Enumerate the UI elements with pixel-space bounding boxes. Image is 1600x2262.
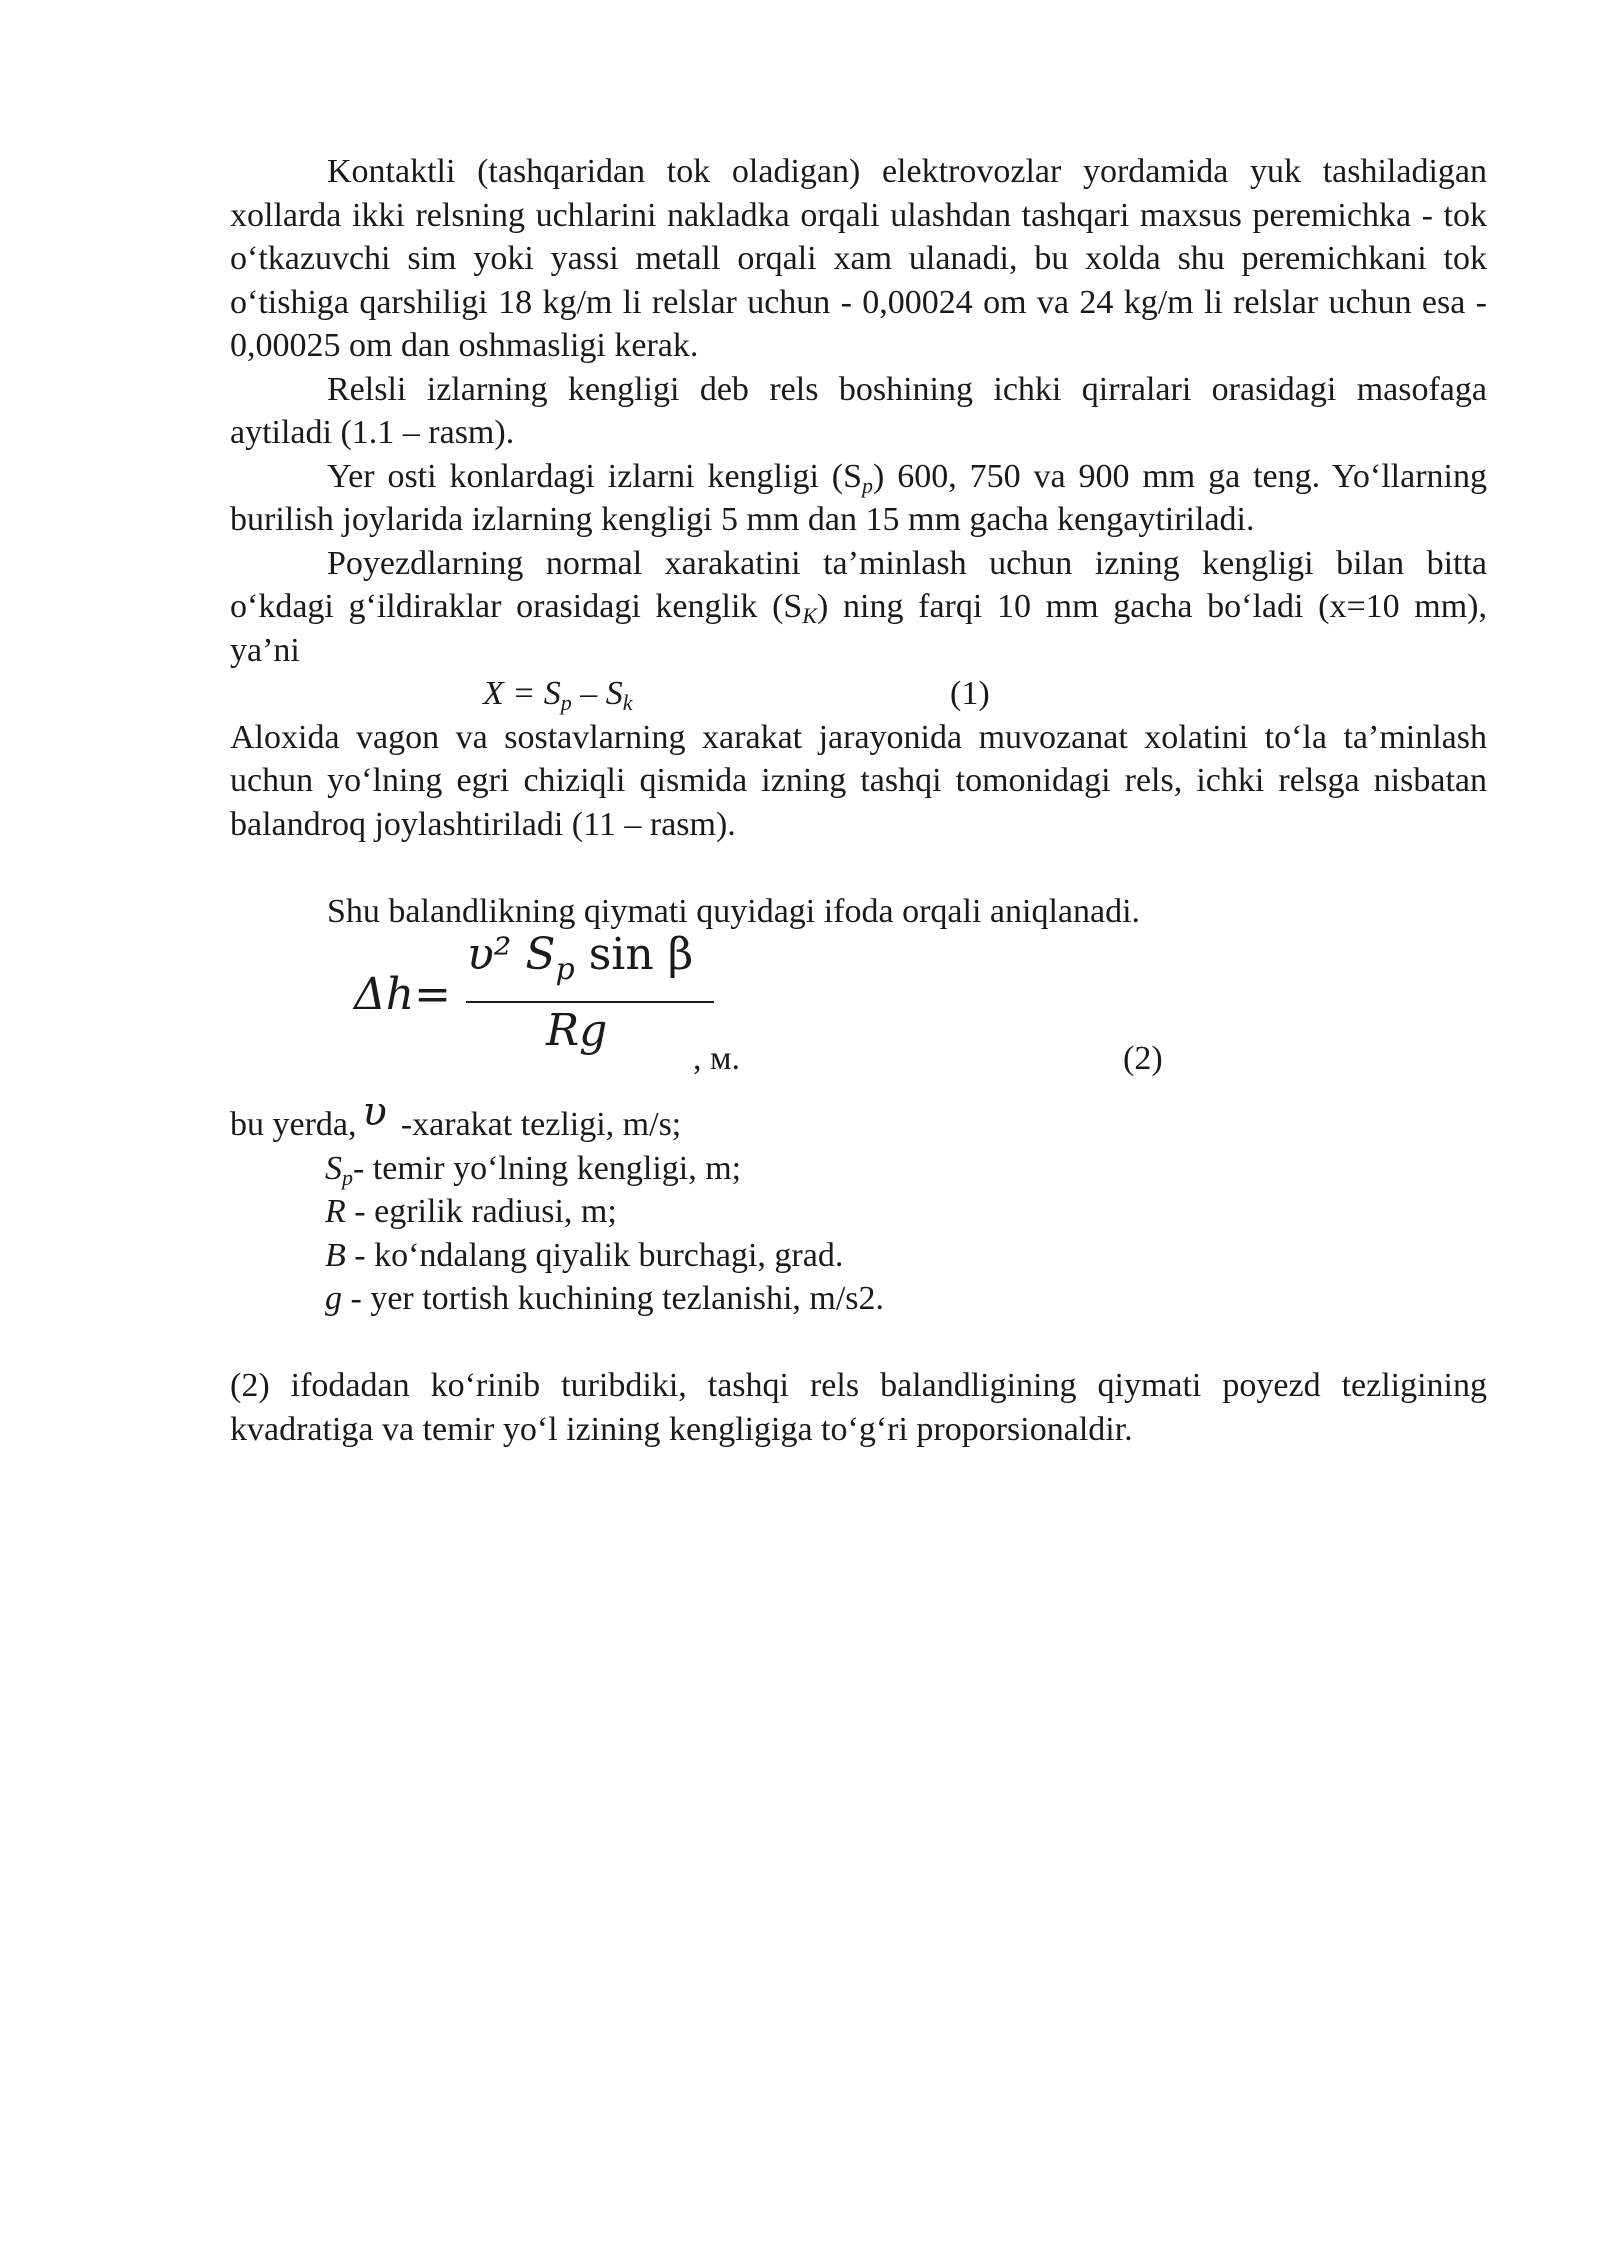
equation-2-numerator: [467, 929, 694, 987]
subscript: p: [862, 472, 874, 498]
text-fragment: - yer tortish kuchining tezlanishi, m/s2.: [342, 1280, 885, 1317]
upsilon-symbol: υ: [362, 1089, 387, 1135]
paragraph-peremichka: Kontaktli (tashqaridan tok oladigan) elektrovozlar yordamida yuk tashiladigan xollarda ikki relsning uchlarini nakladka orqali ulashdan tashqari maxsus peremichka - tok o‘tkazuvchi sim yoki yassi metall orqali xam ulanadi, bu xolda shu peremichkani tok o‘tishiga qarshiligi 18 kg/m li relslar uchun - 0,00024 om va 24 kg/m li relslar uchun esa - 0,00025 om dan oshmasligi kerak.: [230, 153, 1487, 364]
symbol: g: [325, 1280, 342, 1317]
paragraph-wheel-gap: [230, 542, 1487, 673]
paragraph-outer-rail: Aloxida vagon va sostavlarning xarakat jarayonida muvozanat xolatini to‘la ta’minlash uchun yo‘lning egri chiziqli qismida izning tashqi tomonidagi rels, ichki relsga nisbatan balandroq joylashtiriladi (11 – rasm).: [230, 718, 1487, 843]
paragraph-track-width-values: [230, 455, 1487, 542]
definition-sp: [230, 1147, 1487, 1191]
text-fragment: - temir yo‘lning kengligi, m;: [353, 1149, 742, 1187]
definition-b: [230, 1234, 1487, 1278]
text-fragment: ) ning farqi 10 mm gacha bo‘ladi (x=10 mm), ya’ni: [230, 588, 1488, 669]
blank-line: [230, 846, 1487, 890]
symbol: R: [325, 1193, 346, 1230]
document-body: [230, 150, 1487, 1451]
paragraph-track-width-definition: Relsli izlarning kengligi deb rels boshining ichki qirralari orasidagi masofaga aytiladi (1.1 – rasm).: [230, 370, 1487, 451]
equation-2-lhs: Δh=: [354, 969, 451, 1020]
equation-1: [230, 672, 1487, 716]
text-fragment: Yer osti konlardagi izlarni kengligi (S: [327, 457, 863, 495]
fraction-bar: [466, 1001, 714, 1003]
definition-g: [230, 1277, 1487, 1321]
text-fragment: ) 600, 750 va 900 mm ga teng. Yo‘llarning burilish joylarida izlarning kengligi 5 mm dan 15 mm gacha kengaytiriladi.: [230, 457, 1487, 538]
text-fragment: - egrilik radiusi, m;: [345, 1193, 617, 1230]
equation-2-unit: , м.: [693, 1040, 741, 1077]
equation-2-denominator: Rg: [546, 1005, 608, 1056]
equation-2: [230, 929, 1487, 1101]
equation-2-number: (2): [1123, 1040, 1163, 1077]
text-fragment: -xarakat tezligi, m/s;: [400, 1106, 682, 1143]
subscript: K: [802, 603, 818, 628]
eq-sub: p: [555, 952, 575, 987]
equation-1-number: (1): [950, 675, 990, 712]
subscript: p: [342, 1164, 353, 1190]
text-fragment: - ko‘ndalang qiyalik burchagi, grad.: [345, 1236, 844, 1274]
paragraph-conclusion: (2) ifodadan ko‘rinib turibdiki, tashqi rels balandligining qiymati poyezd tezligining kvadratiga va temir yo‘l izining kengligiga to‘g‘ri proporsionaldir.: [230, 1367, 1487, 1448]
symbol: B: [325, 1236, 346, 1274]
definition-intro: [230, 1089, 1487, 1147]
text-fragment: Poyezdlarning normal xarakatini ta’minlash uchun izning kengligi bilan bitta o‘kdagi g‘ildiraklar orasidagi kenglik (S: [230, 544, 1487, 625]
eq-part: υ² S: [467, 929, 556, 980]
equation-1-expression: [483, 672, 632, 716]
eq-sub: p: [560, 690, 572, 715]
definition-r: [230, 1190, 1487, 1234]
eq-part: – S: [571, 675, 623, 712]
blank-line: [230, 1321, 1487, 1365]
eq-sub: k: [622, 690, 633, 715]
eq-part: X = S: [483, 675, 561, 712]
paragraph-formula-intro: Shu balandlikning qiymati quyidagi ifoda orqali aniqlanadi.: [327, 892, 1141, 930]
eq-part: sin β: [574, 929, 694, 980]
text-fragment: bu yerda,: [230, 1106, 357, 1143]
symbol: S: [325, 1149, 342, 1187]
